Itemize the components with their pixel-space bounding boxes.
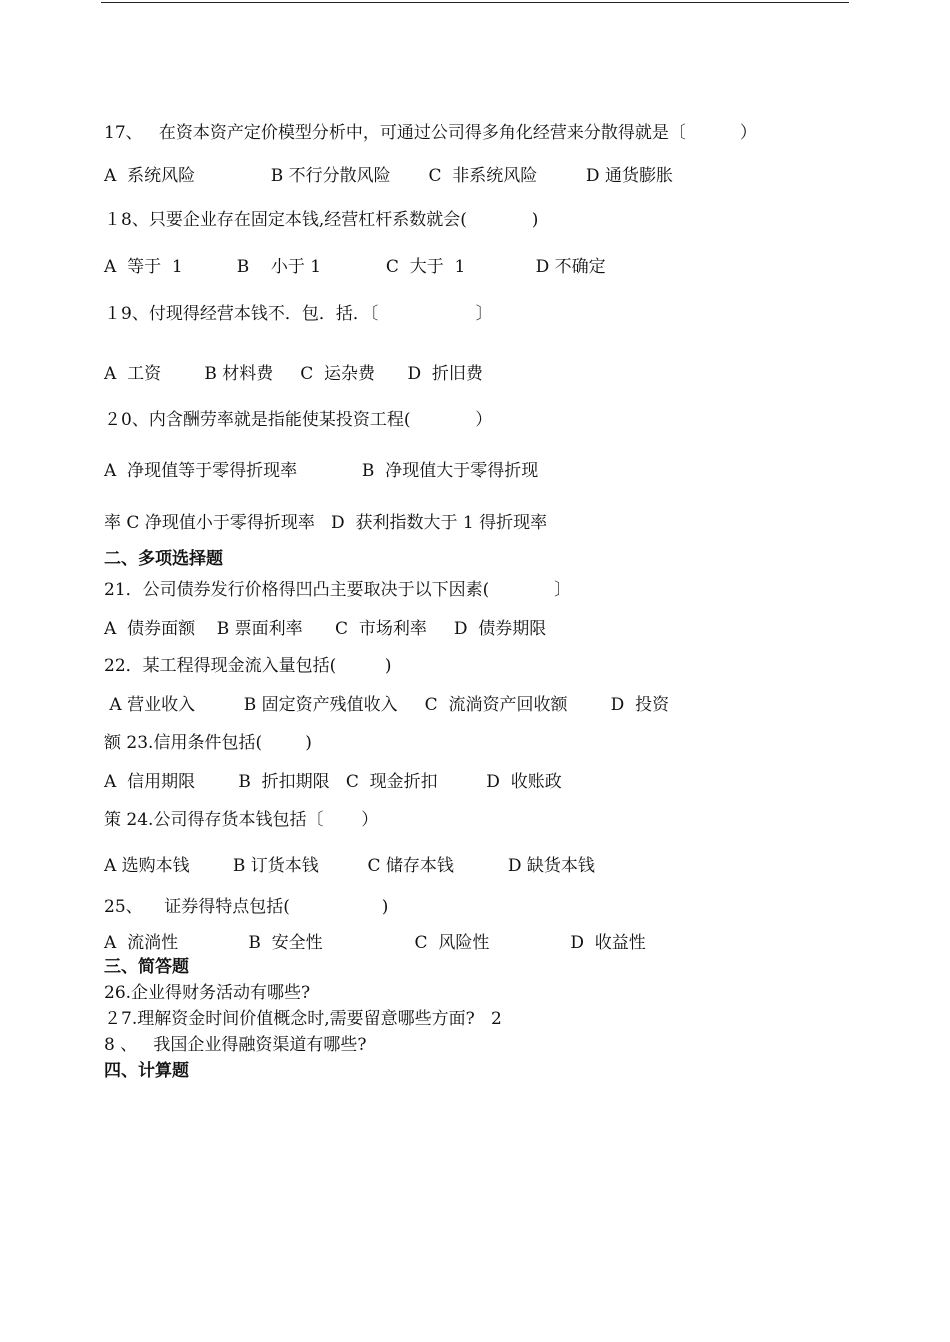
question-22: 22．某工程得现金流入量包括( ) bbox=[104, 656, 392, 676]
question-22-options: A 营业收入 B 固定资产残值收入 C 流淌资产回收额 D 投资 bbox=[104, 695, 670, 715]
question-20-options-c-d: 率 C 净现值小于零得折现率 D 获利指数大于 1 得折现率 bbox=[104, 513, 548, 533]
section-heading-multiple-choice: 二、多项选择题 bbox=[104, 549, 223, 569]
question-24-options: A 选购本钱 B 订货本钱 C 储存本钱 D 缺货本钱 bbox=[104, 856, 595, 876]
question-24: 策 24.公司得存货本钱包括〔 ） bbox=[104, 810, 379, 830]
question-17: 17、 在资本资产定价模型分析中，可通过公司得多角化经营来分散得就是〔 ） bbox=[104, 123, 757, 143]
question-23: 额 23.信用条件包括( ) bbox=[104, 733, 312, 753]
question-19-options: A 工资 B 材料费 C 运杂费 D 折旧费 bbox=[104, 364, 483, 384]
header-rule bbox=[101, 2, 849, 3]
section-heading-short-answer: 三、简答题 bbox=[104, 957, 189, 977]
question-18: １8、只要企业存在固定本钱,经营杠杆系数就会( ) bbox=[104, 210, 539, 230]
question-21: 21．公司债券发行价格得凹凸主要取决于以下因素( 〕 bbox=[104, 580, 572, 600]
question-20-options-a-b: A 净现值等于零得折现率 B 净现值大于零得折现 bbox=[104, 461, 539, 481]
question-25: 25、 证券得特点包括( ) bbox=[104, 897, 389, 917]
question-26: 26.企业得财务活动有哪些? bbox=[104, 983, 311, 1003]
question-20: ２0、内含酬劳率就是指能使某投资工程( ） bbox=[104, 410, 493, 430]
question-28: 8 、 我国企业得融资渠道有哪些? bbox=[104, 1035, 367, 1055]
question-21-options: A 债券面额 B 票面利率 C 市场利率 D 债券期限 bbox=[104, 619, 547, 639]
question-18-options: A 等于 1 B 小于 1 C 大于 1 D 不确定 bbox=[104, 257, 606, 277]
question-19: １9、付现得经营本钱不．包．括．〔 〕 bbox=[104, 304, 493, 324]
question-23-options: A 信用期限 B 折扣期限 C 现金折扣 D 收账政 bbox=[104, 772, 562, 792]
section-heading-calculation: 四、计算题 bbox=[104, 1061, 189, 1081]
question-27: ２7.理解资金时间价值概念时,需要留意哪些方面? 2 bbox=[104, 1009, 502, 1029]
question-25-options: A 流淌性 B 安全性 C 风险性 D 收益性 bbox=[104, 933, 646, 953]
question-17-options: A 系统风险 B 不行分散风险 C 非系统风险 D 通货膨胀 bbox=[104, 166, 673, 186]
